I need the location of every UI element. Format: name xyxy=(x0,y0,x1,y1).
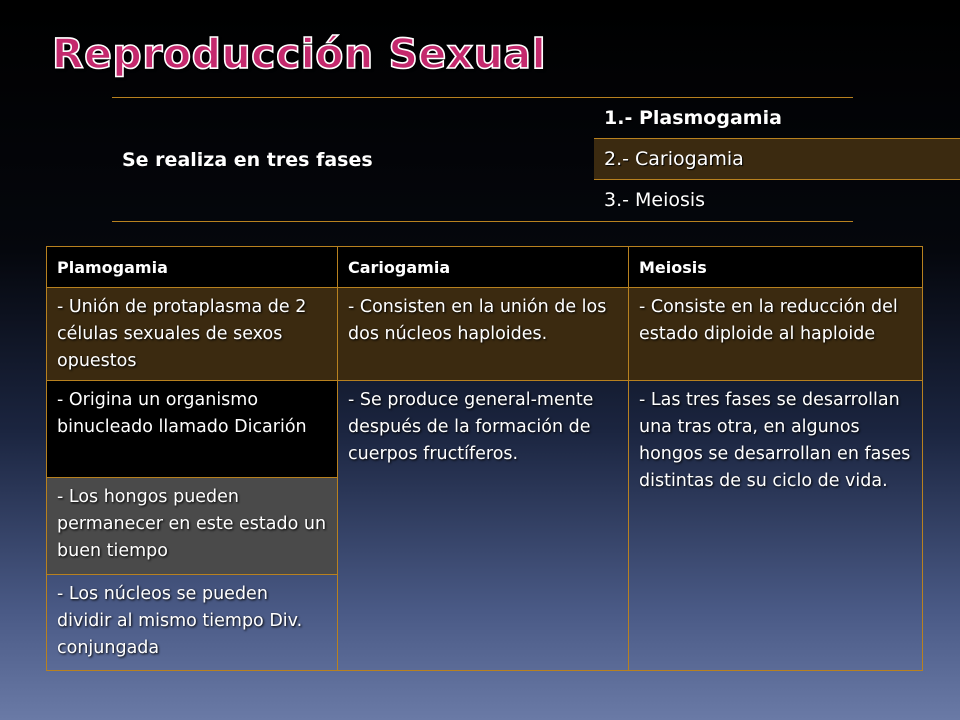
column-divider xyxy=(628,247,629,670)
slide-title: Reproducción Sexual xyxy=(52,30,547,78)
row-divider xyxy=(47,477,337,478)
phase-2: 2.- Cariogamia xyxy=(594,139,960,179)
row-divider xyxy=(47,287,922,288)
cariogamia-cell-1: - Consisten en la unión de los dos núcleos haploides. xyxy=(338,288,628,380)
row-divider xyxy=(47,574,337,575)
phases-label-cell xyxy=(112,97,482,222)
header-plasmogamia: Plamogamia xyxy=(47,247,337,287)
row-divider xyxy=(47,380,922,381)
comparison-table xyxy=(46,246,923,671)
plasmogamia-cell-4: - Los núcleos se pueden dividir al mismo tiempo Div. conjungada xyxy=(57,584,303,658)
phases-label: Se realiza en tres fases xyxy=(122,148,373,171)
phases-table xyxy=(112,97,853,222)
plasmogamia-cell-2: - Origina un organismo binucleado llamado Dicarión xyxy=(47,381,337,477)
column-divider xyxy=(337,247,338,670)
header-meiosis: Meiosis xyxy=(629,247,922,287)
meiosis-cell-2: - Las tres fases se desarrollan una tras otra, en algunos hongos se desarrollan en fases distintas de su ciclo de vida. xyxy=(639,390,911,491)
meiosis-cell-1: - Consiste en la reducción del estado diploide al haploide xyxy=(629,288,922,380)
phase-3: 3.- Meiosis xyxy=(604,189,706,211)
cariogamia-cell-2: - Se produce general-mente después de la formación de cuerpos fructíferos. xyxy=(348,390,594,464)
phase-1: 1.- Plasmogamia xyxy=(604,107,782,129)
plasmogamia-cell-1: - Unión de protaplasma de 2 células sexuales de sexos opuestos xyxy=(47,288,337,380)
header-cariogamia: Cariogamia xyxy=(338,247,628,287)
plasmogamia-cell-3: - Los hongos pueden permanecer en este estado un buen tiempo xyxy=(47,478,337,574)
